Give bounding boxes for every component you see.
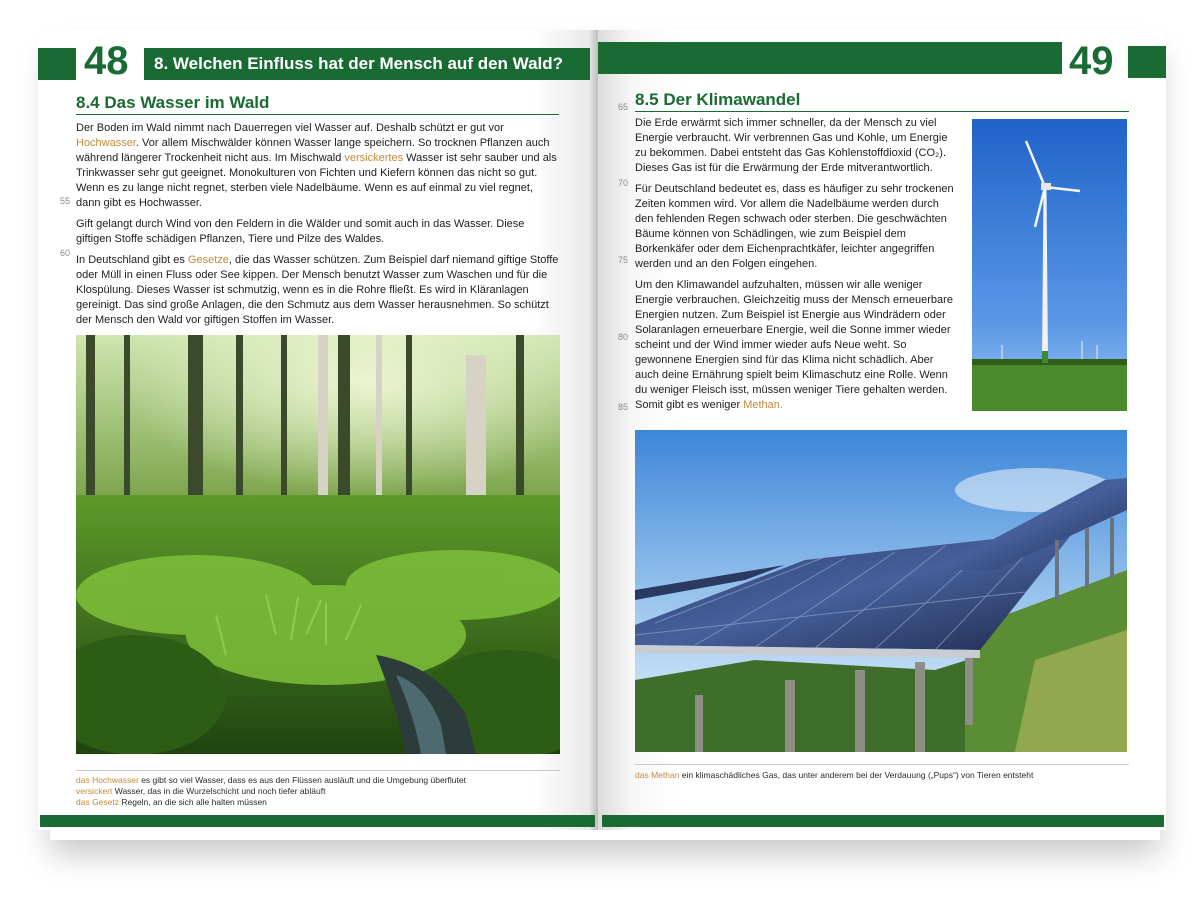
right-header-bar-stub bbox=[1128, 46, 1166, 78]
paragraph-2: Gift gelangt durch Wind von den Feldern in die Wälder und somit auch in das Wasser. Diese giftigen Stoffe schädigen Pflanzen, Tiere und Pilze des Waldes. bbox=[76, 218, 525, 245]
line-number: 55 bbox=[60, 196, 71, 206]
paragraph-3: In Deutschland gibt es Gesetze, die das Wasser schützen. Zum Beispiel darf niemand giftige Stoffe oder Müll in einen Fluss oder See kippen. Der Mensch benutzt Wasser zum Waschen und für die Klospülung. Dieses Wasser ist schmutzig, wenn es in die Rohre fließt. Es wird in Kläranlagen gereinigt. Das sind große Anlagen, die den Schmutz aus dem Wasser herausnehmen. So schützt der Mensch den Wald vor giftigen Stoffen im Wasser. bbox=[76, 254, 559, 326]
chapter-title: 8. Welchen Einfluss hat der Mensch auf den Wald? bbox=[154, 54, 564, 73]
glossary-term-methan: Methan. bbox=[743, 399, 783, 411]
left-page bbox=[38, 30, 598, 830]
page-number-left: 48 bbox=[84, 39, 129, 83]
section-rule-left bbox=[76, 114, 559, 115]
footnote-rule-left bbox=[76, 770, 560, 771]
glossary-term-versickertes: versickertes bbox=[344, 152, 404, 164]
paragraph-1: Der Boden im Wald nimmt nach Dauerregen viel Wasser auf. Deshalb schützt er gut vor Hochwasser. Vor allem Mischwälder können Wasser lange speichern. So trocknen Pflanzen auch während längerer Trockenheit nicht aus. Im Mischwald versickertes Wasser ist sehr sauber und als Trinkwasser sehr gut geeignet. Monokulturen von Fichten und Kiefern können das nicht so gut. Wenn es zu lange nicht regnet, sterben viele Nadelbäume. Wenn es auf einmal zu viel regnet, dann gibt es Hochwasser. bbox=[76, 122, 557, 209]
footnote-rule-right bbox=[635, 764, 1129, 765]
glossary-entry: das Hochwasser es gibt so viel Wasser, dass es aus den Flüssen ausläuft und die Umgebung überflutet bbox=[76, 775, 466, 785]
solar-panels-photo bbox=[635, 430, 1127, 752]
left-header-bar-stub bbox=[38, 48, 76, 80]
glossary-entry: das Methan ein klimaschädliches Gas, das unter anderem bei der Verdauung („Pups“) von Tieren entsteht bbox=[635, 770, 1034, 780]
line-number: 60 bbox=[60, 248, 71, 258]
line-number: 65 bbox=[618, 102, 629, 112]
line-number: 85 bbox=[618, 402, 629, 412]
right-page bbox=[598, 30, 1166, 830]
section-rule-right bbox=[635, 111, 1129, 112]
paragraph-2: Für Deutschland bedeutet es, dass es häufiger zu sehr trockenen Zeiten kommen wird. Vor allem die Nadelbäume werden durch den fehlenden Regen schwach oder sterben. Die geschwächten Bäume können von Schädlingen, wie zum Beispiel dem Borkenkäfer oder dem Eichenprachtkäfer, leichter angegriffen werden und an den Folgen eingehen. bbox=[635, 183, 954, 270]
paragraph-1: Die Erde erwärmt sich immer schneller, da der Mensch zu viel Energie verbraucht. Wir verbrennen Gas und Kohle, um Energie zu bekommen. Dabei entsteht das Gas Kohlenstoffdioxid (CO₂). Dieses Gas ist für die Erwärmung der Erde mitverantwortlich. bbox=[635, 117, 948, 174]
page-number-right: 49 bbox=[1069, 39, 1114, 83]
bottom-bar-right bbox=[602, 815, 1164, 827]
glossary-entry: das Gesetz Regeln, an die sich alle halten müssen bbox=[76, 797, 267, 807]
paragraph-3: Um den Klimawandel aufzuhalten, müssen wir alle weniger Energie verbrauchen. Gleichzeitig muss der Mensch erneuerbare Energien nutzen. Zum Beispiel ist Energie aus Windrädern oder Solaranlagen erneuerbare Energie, weil die Sonne immer wieder scheint und der Wind immer wieder aufs Neue weht. So gewonnene Energien sind für das Klima nicht schädlich. Aber auch deine Ernährung spielt beim Klimaschutz eine Rolle. Wenn du weniger Fleisch isst, müssen weniger Tiere gehalten werden. Somit gibt es weniger Methan. bbox=[635, 279, 953, 411]
right-header-bar bbox=[598, 42, 1062, 74]
section-title-right: 8.5 Der Klimawandel bbox=[635, 90, 801, 109]
body-text-left bbox=[76, 121, 560, 334]
forest-photo bbox=[76, 335, 560, 754]
wind-turbine-photo bbox=[972, 119, 1127, 411]
bottom-bar-left bbox=[40, 815, 595, 827]
line-number: 80 bbox=[618, 332, 629, 342]
glossary-entry: versickert Wasser, das in die Wurzelschicht und noch tiefer abläuft bbox=[76, 786, 326, 796]
section-title-left: 8.4 Das Wasser im Wald bbox=[76, 93, 270, 112]
glossary-term-hochwasser: Hochwasser bbox=[76, 137, 136, 149]
line-number: 75 bbox=[618, 255, 629, 265]
glossary-term-gesetze: Gesetze bbox=[187, 254, 229, 266]
body-text-right bbox=[635, 116, 960, 419]
line-number: 70 bbox=[618, 178, 629, 188]
